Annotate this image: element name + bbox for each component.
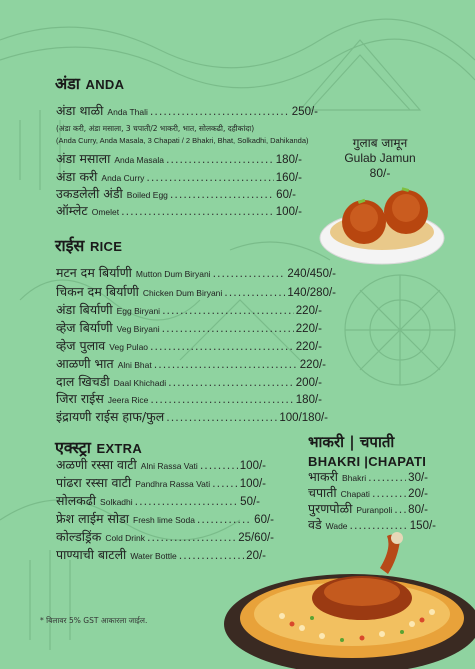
rice-title-mr: राईस bbox=[55, 236, 85, 255]
menu-item-chapati: चपाती Chapati ..... 20/- bbox=[308, 486, 428, 501]
menu-item-solkadhi: सोलकढी Solkadhi ..... 50/- bbox=[56, 494, 260, 509]
menu-item-puranpoli: पुरणपोळी Puranpoli ..... 80/- bbox=[308, 502, 428, 517]
menu-item-mutton-biryani: मटन दम बिर्याणी Mutton Dum Biryani ..... 240/450/- bbox=[56, 266, 336, 281]
menu-item-veg-pulao: व्हेज पुलाव Veg Pulao ..... 220/- bbox=[56, 339, 322, 354]
menu-item-anda-thali: अंडा थाळी Anda Thali ..... 250/- bbox=[56, 104, 318, 119]
anda-thali-note-mr: (अंडा करी, अंडा मसाला, 3 चपाती/2 भाकरी, भात, सोलकढी, दहीकांदा) bbox=[56, 124, 255, 133]
extra-title-en: EXTRA bbox=[96, 441, 143, 456]
menu-item-fresh-lime-soda: फ्रेश लाईम सोडा Fresh lime Soda ..... 60/- bbox=[56, 512, 274, 527]
anda-title-en: ANDA bbox=[85, 77, 125, 92]
menu-item-omelet: ऑम्लेट Omelet ..... 100/- bbox=[56, 204, 302, 219]
menu-item-cold-drink: कोल्डड्रिंक Cold Drink ..... 25/60/- bbox=[56, 530, 274, 545]
bhakri-section-title-mr: भाकरी | चपाती bbox=[308, 433, 395, 451]
menu-item-water-bottle: पाण्याची बाटली Water Bottle ..... 20/- bbox=[56, 548, 266, 563]
menu-item-jeera-rice: जिरा राईस Jeera Rice ..... 180/- bbox=[56, 392, 322, 407]
rice-section-title bbox=[55, 234, 122, 256]
menu-item-boiled-egg: उकडलेली अंडी Boiled Egg ..... 60/- bbox=[56, 187, 296, 202]
menu-item-pandhra-rassa: पांढरा रस्सा वाटी Pandhra Rassa Vati ..... 100/- bbox=[56, 476, 266, 491]
extra-title-mr: एक्स्ट्रा bbox=[55, 438, 91, 457]
gulab-jamun-en: Gulab Jamun bbox=[344, 151, 416, 165]
menu-item-alni-bhat: आळणी भात Alni Bhat ..... 220/- bbox=[56, 357, 326, 372]
gulab-jamun-mr: गुलाब जामून bbox=[352, 136, 408, 150]
menu-item-anda-curry: अंडा करी Anda Curry ..... 160/- bbox=[56, 170, 302, 185]
menu-item-veg-biryani: व्हेज बिर्याणी Veg Biryani ..... 220/- bbox=[56, 321, 322, 336]
gulab-jamun-bowl-image bbox=[318, 182, 446, 268]
menu-item-anda-masala: अंडा मसाला Anda Masala ..... 180/- bbox=[56, 152, 302, 167]
menu-item-indrayani-rice: इंद्रायणी राईस हाफ/फुल ..... 100/180/- bbox=[56, 410, 328, 425]
menu-item-chicken-biryani: चिकन दम बिर्याणी Chicken Dum Biryani ..... 140/280/- bbox=[56, 285, 336, 300]
menu-item-daal-khichadi: दाल खिचडी Daal Khichadi ..... 200/- bbox=[56, 375, 322, 390]
gst-footnote: * बिलावर 5% GST आकारला जाईल. bbox=[40, 616, 148, 625]
bhakri-section-title-en: BHAKRI |CHAPATI bbox=[308, 454, 427, 469]
menu-item-alni-rassa: अळणी रस्सा वाटी Alni Rassa Vati ..... 100/- bbox=[56, 458, 266, 473]
anda-section-title bbox=[55, 72, 124, 94]
gulab-jamun-label bbox=[340, 136, 420, 181]
anda-thali-note-en: (Anda Curry, Anda Masala, 3 Chapati / 2 Bhakri, Bhat, Solkadhi, Dahikanda) bbox=[56, 136, 309, 145]
menu-item-bhakri: भाकरी Bhakri ..... 30/- bbox=[308, 470, 428, 485]
anda-title-mr: अंडा bbox=[55, 74, 80, 93]
rice-title-en: RICE bbox=[89, 239, 123, 254]
biryani-plate-image bbox=[212, 528, 475, 669]
gulab-jamun-price: 80/- bbox=[369, 166, 391, 180]
extra-section-title bbox=[55, 436, 142, 458]
menu-item-egg-biryani: अंडा बिर्याणी Egg Biryani ..... 220/- bbox=[56, 303, 322, 318]
menu-item-wade: वडे Wade ..... 150/- bbox=[308, 518, 436, 533]
